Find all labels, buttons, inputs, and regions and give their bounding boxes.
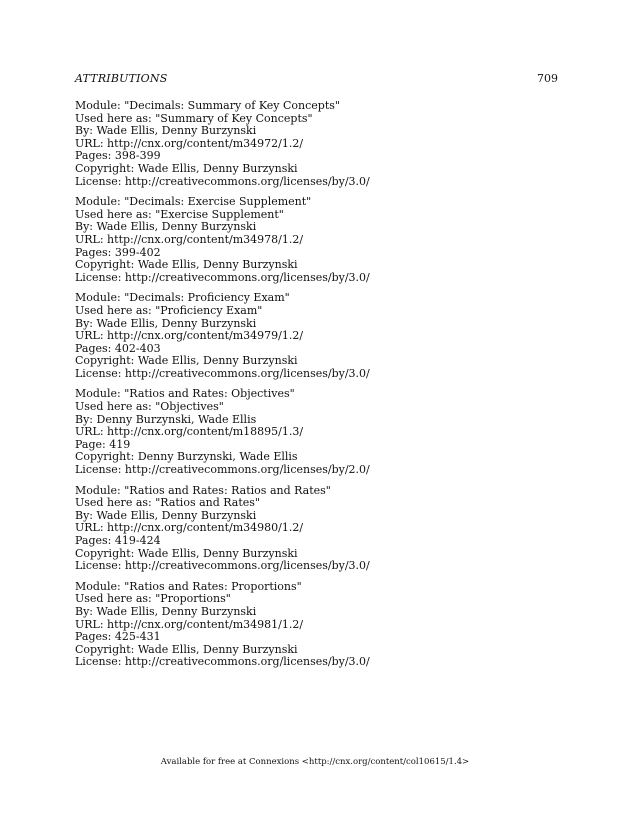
pages-line: Pages: 399-402 bbox=[75, 245, 161, 259]
module-line: Module: "Decimals: Proficiency Exam" bbox=[75, 291, 290, 305]
page-number: 709 bbox=[537, 72, 558, 85]
used-as-line: Used here as: "Ratios and Rates" bbox=[75, 496, 260, 510]
used-as-line: Used here as: "Objectives" bbox=[75, 400, 224, 414]
used-as-line: Used here as: "Proficiency Exam" bbox=[75, 303, 263, 317]
license-link[interactable]: License: http://creativecommons.org/licenses/by/3.0/ bbox=[75, 174, 370, 188]
url-link[interactable]: URL: http://cnx.org/content/m34981/1.2/ bbox=[75, 617, 304, 631]
used-as-line: Used here as: "Exercise Supplement" bbox=[75, 207, 284, 221]
copyright-line: Copyright: Wade Ellis, Denny Burzynski bbox=[75, 161, 298, 175]
pages-line: Page: 419 bbox=[75, 437, 131, 451]
authors-line: By: Denny Burzynski, Wade Ellis bbox=[75, 412, 257, 426]
url-link[interactable]: URL: http://cnx.org/content/m34980/1.2/ bbox=[75, 521, 304, 535]
pages-line: Pages: 419-424 bbox=[75, 534, 161, 547]
module-line: Module: "Decimals: Exercise Supplement" bbox=[75, 195, 312, 209]
module-line: Module: "Ratios and Rates: Objectives" bbox=[75, 387, 295, 401]
module-line: Module: "Ratios and Rates: Proportions" bbox=[75, 579, 302, 593]
url-link[interactable]: URL: http://cnx.org/content/m34972/1.2/ bbox=[75, 136, 304, 150]
authors-line: By: Wade Ellis, Denny Burzynski bbox=[75, 220, 257, 234]
attribution-entry bbox=[75, 292, 558, 380]
used-as-line: Used here as: "Summary of Key Concepts" bbox=[75, 111, 313, 125]
used-as-line: Used here as: "Proportions" bbox=[75, 592, 231, 606]
license-link[interactable]: License: http://creativecommons.org/licenses/by/3.0/ bbox=[75, 655, 370, 669]
page-footer: Available for free at Connexions <http://cnx.org/content/col10615/1.4> bbox=[160, 757, 470, 767]
pages-line: Pages: 398-399 bbox=[75, 149, 161, 163]
authors-line: By: Wade Ellis, Denny Burzynski bbox=[75, 316, 257, 330]
copyright-line: Copyright: Wade Ellis, Denny Burzynski bbox=[75, 546, 298, 560]
page-title: ATTRIBUTIONS bbox=[75, 72, 168, 85]
attribution-entry bbox=[75, 388, 558, 476]
attribution-entry bbox=[75, 581, 558, 669]
copyright-line: Copyright: Wade Ellis, Denny Burzynski bbox=[75, 258, 298, 272]
attributions-list bbox=[75, 100, 558, 677]
url-link[interactable]: URL: http://cnx.org/content/m34979/1.2/ bbox=[75, 329, 304, 343]
license-link[interactable]: License: http://creativecommons.org/licenses/by/2.0/ bbox=[75, 463, 370, 477]
authors-line: By: Wade Ellis, Denny Burzynski bbox=[75, 604, 257, 618]
pages-line: Pages: 402-403 bbox=[75, 341, 161, 355]
page-header bbox=[75, 72, 558, 88]
url-link[interactable]: URL: http://cnx.org/content/m34978/1.2/ bbox=[75, 232, 304, 246]
attribution-entry bbox=[75, 100, 558, 188]
license-link[interactable]: License: http://creativecommons.org/licenses/by/3.0/ bbox=[75, 366, 370, 380]
copyright-line: Copyright: Wade Ellis, Denny Burzynski bbox=[75, 642, 298, 656]
attribution-entry bbox=[75, 485, 558, 573]
authors-line: By: Wade Ellis, Denny Burzynski bbox=[75, 508, 257, 522]
pages-line: Pages: 425-431 bbox=[75, 630, 161, 644]
authors-line: By: Wade Ellis, Denny Burzynski bbox=[75, 124, 257, 138]
attribution-entry bbox=[75, 196, 558, 284]
module-line: Module: "Ratios and Rates: Ratios and Rates" bbox=[75, 483, 331, 497]
copyright-line: Copyright: Denny Burzynski, Wade Ellis bbox=[75, 450, 298, 464]
url-link[interactable]: URL: http://cnx.org/content/m18895/1.3/ bbox=[75, 425, 304, 439]
module-line: Module: "Decimals: Summary of Key Concepts" bbox=[75, 99, 340, 112]
license-link[interactable]: License: http://creativecommons.org/licenses/by/3.0/ bbox=[75, 270, 370, 284]
copyright-line: Copyright: Wade Ellis, Denny Burzynski bbox=[75, 354, 298, 368]
license-link[interactable]: License: http://creativecommons.org/licenses/by/3.0/ bbox=[75, 559, 370, 573]
